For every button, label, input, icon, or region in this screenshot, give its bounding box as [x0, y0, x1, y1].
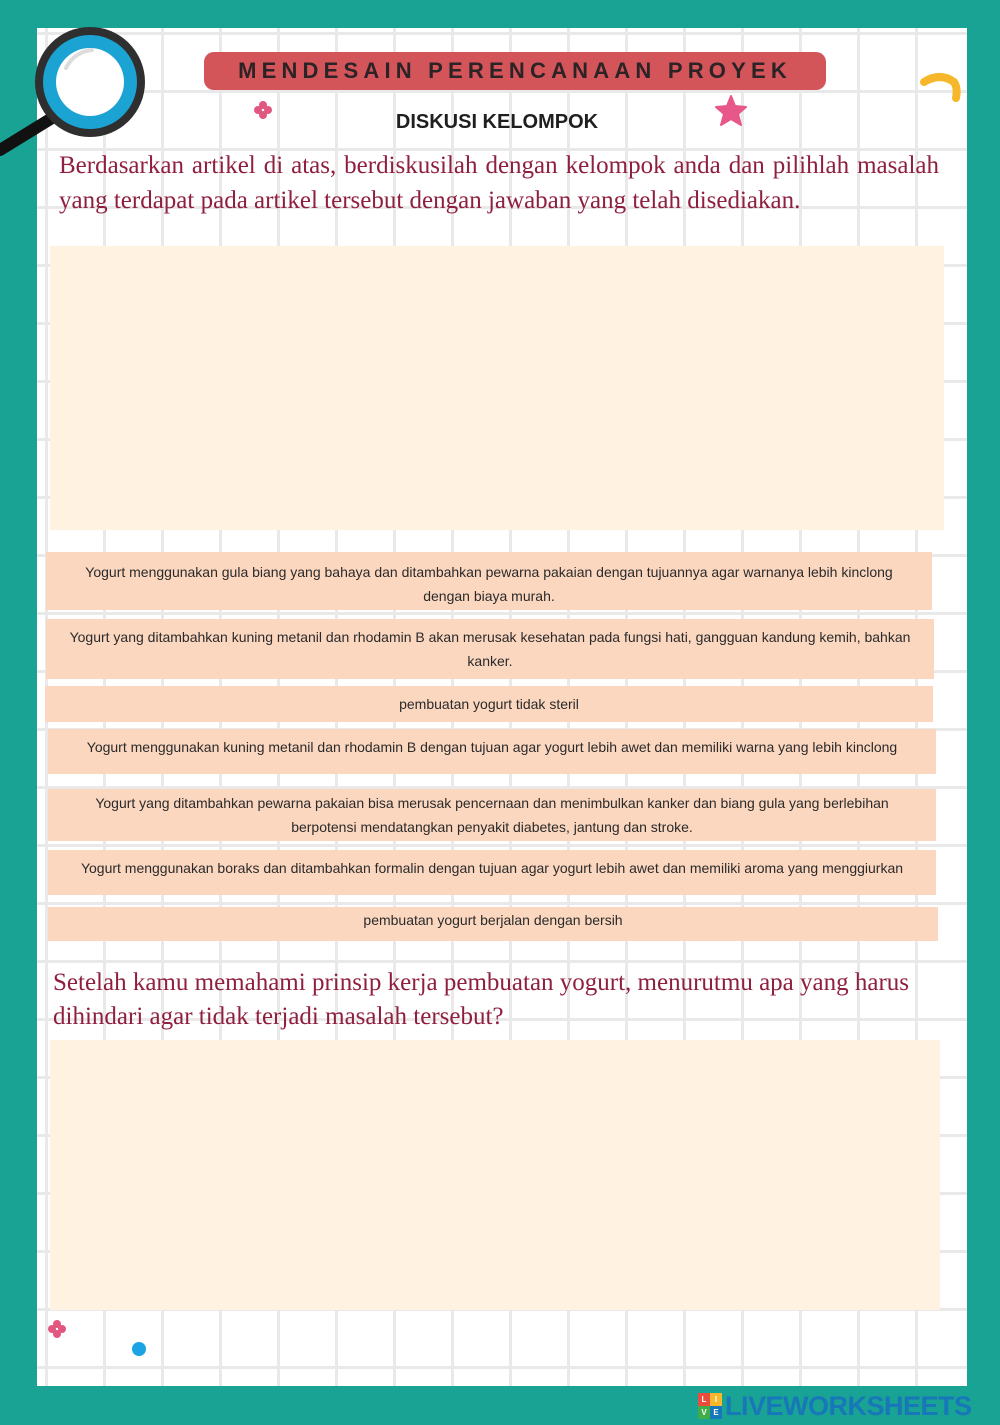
logo-letter: L	[698, 1393, 710, 1406]
answer-option-2[interactable]: Yogurt yang ditambahkan kuning metanil dan rhodamin B akan merusak kesehatan pada fungsi hati, gangguan kandung kemih, bahkan kanker.	[46, 619, 934, 679]
answer-option-3[interactable]: pembuatan yogurt tidak steril	[45, 686, 933, 722]
question-2-text: Setelah kamu memahami prinsip kerja pembuatan yogurt, menurutmu apa yang harus dihindari agar tidak terjadi masalah tersebut?	[53, 969, 910, 1030]
liveworksheets-logo-icon	[698, 1393, 722, 1419]
flower-icon	[48, 1320, 66, 1338]
answer-option-5[interactable]: Yogurt yang ditambahkan pewarna pakaian bisa merusak pencernaan dan menimbulkan kanker dan biang gula yang berlebihan berpotensi mendatangkan penyakit diabetes, jantung dan stroke.	[48, 789, 936, 841]
logo-letter: V	[698, 1406, 710, 1419]
flower-icon	[254, 101, 272, 119]
answer-drop-zone[interactable]	[50, 246, 944, 530]
dot-icon	[131, 1341, 147, 1357]
section-subtitle: DISKUSI KELOMPOK	[395, 111, 599, 133]
answer-option-7[interactable]: pembuatan yogurt berjalan dengan bersih	[48, 907, 938, 941]
answer-option-1[interactable]: Yogurt menggunakan gula biang yang bahaya dan ditambahkan pewarna pakaian dengan tujuannya agar warnanya lebih kinclong dengan biaya murah.	[46, 552, 932, 610]
banana-icon	[920, 72, 962, 104]
answer-option-6[interactable]: Yogurt menggunakan boraks dan ditambahkan formalin dengan tujuan agar yogurt lebih awet dan memiliki aroma yang menggiurkan	[48, 850, 936, 895]
brand-name: LIVEWORKSHEETS	[725, 1390, 972, 1421]
liveworksheets-brand[interactable]	[698, 1389, 972, 1423]
answer-option-4[interactable]: Yogurt menggunakan kuning metanil dan rhodamin B dengan tujuan agar yogurt lebih awet dan memiliki warna yang lebih kinclong	[48, 729, 936, 774]
page-title: MENDESAIN PERENCANAAN PROYEK	[204, 52, 826, 90]
star-icon	[714, 94, 748, 128]
magnifying-glass-icon	[0, 10, 160, 160]
answer-textarea[interactable]	[50, 1040, 940, 1310]
logo-letter: E	[710, 1406, 722, 1419]
instruction-text: Berdasarkan artikel di atas, berdiskusilah dengan kelompok anda dan pilihlah masalah yang terdapat pada artikel tersebut dengan jawaban yang telah disediakan.	[59, 152, 939, 214]
logo-letter: I	[710, 1393, 722, 1406]
